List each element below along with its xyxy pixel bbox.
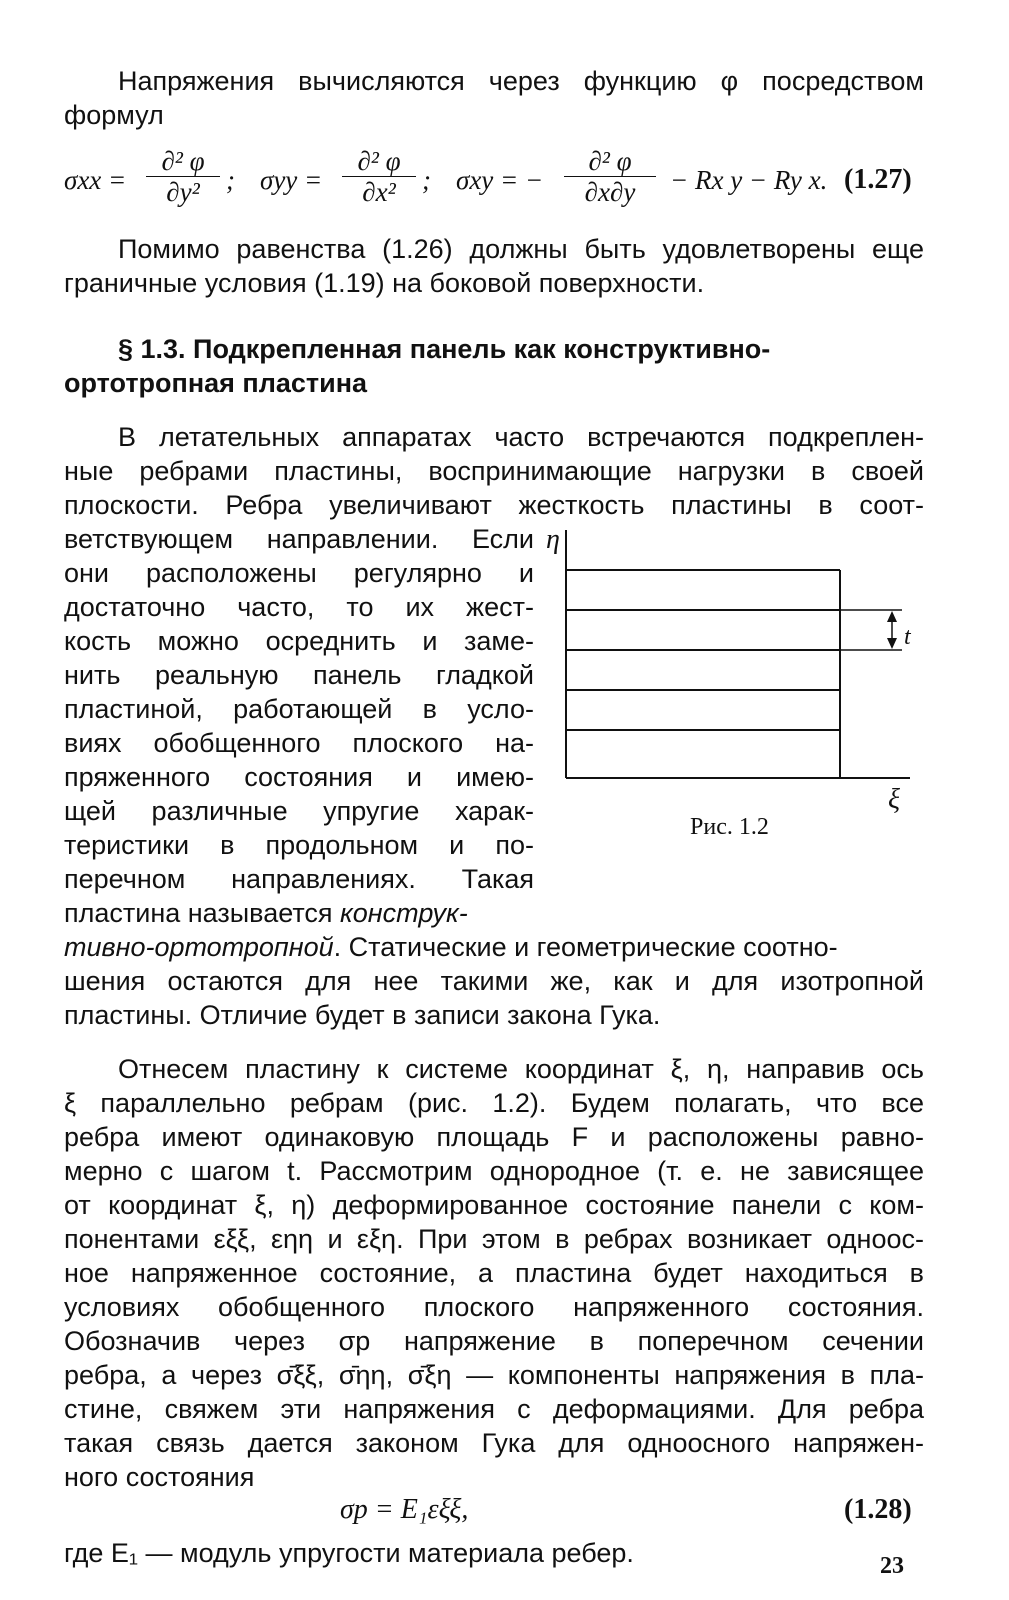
text-line: ного состояния bbox=[64, 1462, 255, 1492]
text-line: ξ параллельно ребрам (рис. 1.2). Будем полагать, что все bbox=[64, 1088, 924, 1118]
fraction bbox=[342, 146, 416, 207]
text-span: . Статические и геометрические соотно- bbox=[333, 932, 838, 962]
fraction-denominator: ∂x∂y bbox=[584, 177, 636, 207]
text-line: ребра, а через σ̄ξξ, σ̄ηη, σ̄ξη — компоненты напряжения в пла- bbox=[64, 1360, 924, 1390]
text-line: условиях обобщенного плоского напряженного состояния. bbox=[64, 1292, 924, 1322]
text-line: щей различные упругие харак- bbox=[64, 796, 534, 826]
text-line: где E₁ — модуль упругости материала ребер. bbox=[64, 1538, 634, 1568]
text-line: ветствующем направлении. Если bbox=[64, 524, 534, 554]
text-line bbox=[64, 930, 924, 964]
figure-caption: Рис. 1.2 bbox=[690, 814, 769, 840]
fraction-denominator: ∂x² bbox=[362, 177, 396, 207]
text-line: Напряжения вычисляются через функцию φ посредством bbox=[118, 66, 924, 96]
text-line: ребра имеют одинаковую площадь F и расположены равно- bbox=[64, 1122, 924, 1152]
dimension-arrow bbox=[887, 611, 897, 622]
text-line: теристики в продольном и по- bbox=[64, 830, 534, 860]
text-line: такая связь дается законом Гука для одноосного напряжен- bbox=[64, 1428, 924, 1458]
text-line: ные ребрами пластины, воспринимающие нагрузки в своей bbox=[64, 456, 924, 486]
text-line: пластины. Отличие будет в записи закона Гука. bbox=[64, 1000, 661, 1030]
formula-separator: ; bbox=[226, 165, 235, 195]
equation-number: (1.28) bbox=[844, 1494, 912, 1525]
text-line: перечном направлениях. Такая bbox=[64, 864, 534, 894]
text-span: пластина называется bbox=[64, 898, 341, 928]
fraction-numerator: ∂² φ bbox=[342, 146, 416, 177]
fraction-numerator: ∂² φ bbox=[564, 146, 656, 177]
t-label: t bbox=[904, 624, 911, 650]
eta-label: η bbox=[546, 524, 560, 555]
figure-ribbed-panel bbox=[530, 510, 930, 840]
italic-term: конструк- bbox=[340, 898, 468, 928]
fraction bbox=[146, 146, 220, 207]
text-line: В летательных аппаратах часто встречаются подкреплен- bbox=[118, 422, 924, 452]
section-heading: ортотропная пластина bbox=[64, 368, 368, 398]
text-line: Помимо равенства (1.26) должны быть удовлетворены еще bbox=[118, 234, 924, 264]
fraction-denominator: ∂y² bbox=[166, 177, 200, 207]
dimension-arrow bbox=[887, 638, 897, 649]
text-line: ное напряженное состояние, а пластина будет находиться в bbox=[64, 1258, 924, 1288]
fraction bbox=[564, 146, 656, 207]
formula-tail: − Rx y − Ry x. bbox=[670, 165, 828, 195]
text-line: понентами εξξ, εηη и εξη. При этом в ребрах возникает одноос- bbox=[64, 1224, 924, 1254]
page-number: 23 bbox=[880, 1553, 904, 1579]
formula-term-syy: σyy = bbox=[260, 165, 323, 195]
text-line: Обозначив через σр напряжение в поперечном сечении bbox=[64, 1326, 924, 1356]
text-line: плоскости. Ребра увеличивают жесткость пластины в соот- bbox=[64, 490, 924, 520]
text-line: нить реальную панель гладкой bbox=[64, 660, 534, 690]
text-line: виях обобщенного плоского на- bbox=[64, 728, 534, 758]
text-line: формул bbox=[64, 100, 164, 130]
italic-term: тивно-ортотропной bbox=[64, 932, 334, 962]
formula-separator: ; bbox=[422, 165, 431, 195]
formula-term-sxx: σxx = bbox=[64, 165, 127, 195]
text-line: Отнесем пластину к системе координат ξ, η, направив ось bbox=[118, 1054, 924, 1084]
equation-number: (1.27) bbox=[844, 164, 912, 195]
text-line bbox=[64, 896, 534, 930]
text-line: достаточно часто, то их жест- bbox=[64, 592, 534, 622]
fraction-numerator: ∂² φ bbox=[146, 146, 220, 177]
text-line: шения остаются для нее такими же, как и для изотропной bbox=[64, 966, 924, 996]
formula-1-28: σр = E₁εξξ, bbox=[340, 1494, 469, 1525]
text-line: граничные условия (1.19) на боковой поверхности. bbox=[64, 268, 705, 298]
text-line: кость можно осреднить и заме- bbox=[64, 626, 534, 656]
formula-1-27 bbox=[64, 146, 924, 226]
section-heading: § 1.3. Подкрепленная панель как конструктивно- bbox=[118, 334, 771, 364]
text-line: пластиной, работающей в усло- bbox=[64, 694, 534, 724]
text-line: они расположены регулярно и bbox=[64, 558, 534, 588]
text-line: от координат ξ, η) деформированное состояние панели с ком- bbox=[64, 1190, 924, 1220]
text-line: пряженного состояния и имею- bbox=[64, 762, 534, 792]
formula-term-sxy: σxy = − bbox=[456, 165, 544, 195]
text-line: стине, свяжем эти напряжения с деформациями. Для ребра bbox=[64, 1394, 924, 1424]
xi-label: ξ bbox=[888, 784, 900, 815]
text-line: мерно с шагом t. Рассмотрим однородное (т. е. не зависящее bbox=[64, 1156, 924, 1186]
